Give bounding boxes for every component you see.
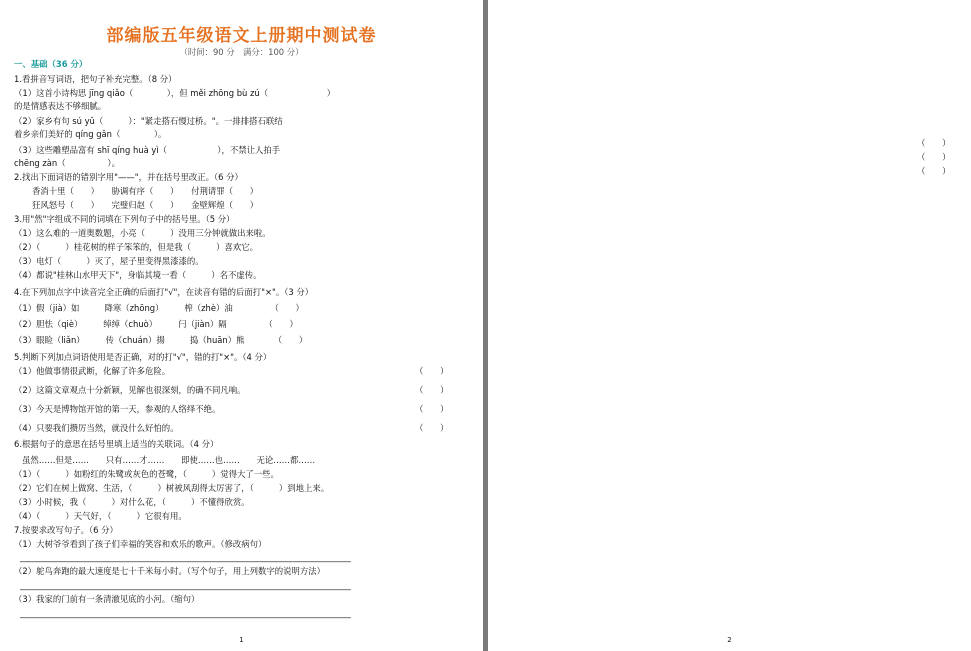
answer-bracket: （ ） (917, 138, 951, 148)
answer-bracket: （ ） (415, 423, 449, 433)
exam-line: （1）假（jià）如 降寒（zhōng） 榨（zhè）油 （ ） (14, 303, 304, 313)
exam-line: 2.找出下面词语的错别字用"——"，并在括号里改正。（6 分） (14, 172, 243, 182)
answer-bracket: （ ） (415, 366, 449, 376)
exam-line: （3）今天是博物馆开馆的第一天，参观的人络绎不绝。 (14, 404, 221, 414)
exam-subtitle: （时间：90 分 满分：100 分） (179, 47, 304, 57)
exam-line: _______________________________________________________________________________ (20, 580, 351, 590)
exam-title: 部编版五年级语文上册期中测试卷 (106, 26, 377, 46)
exam-line: （3）电灯（ ）灭了，屋子里变得黑漆漆的。 (14, 256, 204, 266)
exam-line: （1）（ ）如粉红的朱鹭或灰色的苍鹭，（ ）觉得大了一些。 (14, 469, 279, 479)
exam-line: 5.判断下列加点词语使用是否正确，对的打"√"，错的打"×"。（4 分） (14, 352, 272, 362)
exam-line: （2）这篇文章观点十分新颖，见解也很深刻，的确不同凡响。 (14, 385, 246, 395)
exam-line: （4）都说"桂林山水甲天下"，身临其境一看（ ）名不虚传。 (14, 270, 262, 280)
exam-line: chēng zàn（ ）。 (14, 158, 120, 168)
exam-line: （2）（ ）桂花树的样子笨笨的，但是我（ ）喜欢它。 (14, 242, 259, 252)
exam-line: （3）这些雕塑品富有 shī qíng huà yì（ ），不禁让人拍手 (14, 145, 281, 155)
exam-line: 的是情感表达不够细腻。 (14, 101, 107, 111)
exam-line: _______________________________________________________________________________ (20, 552, 351, 562)
answer-bracket: （ ） (415, 385, 449, 395)
answer-bracket: （ ） (917, 152, 951, 162)
exam-line: （2）胆怯（qiè） 绰绰（chuò） 闩（jiàn）隔 （ ） (14, 319, 298, 329)
exam-line: 1.看拼音写词语，把句子补充完整。（8 分） (14, 74, 177, 84)
exam-page-1 (0, 0, 483, 651)
exam-line: （1）大树爷爷看到了孩子们幸福的笑容和欢乐的歌声。（修改病句） (14, 539, 267, 549)
page-number: 2 (727, 636, 732, 644)
exam-line: 狂风怒号（ ） 完璧归赵（ ） 金壁辉煌（ ） (32, 200, 259, 210)
page-number: 1 (239, 636, 244, 644)
exam-line: 7.按要求改写句子。（6 分） (14, 525, 118, 535)
exam-line: （3）眼睑（liǎn） 传（chuán）揚 捣（huān）熊 （ ） (14, 335, 308, 345)
exam-line: （4）（ ）天气好，（ ）它很有用。 (14, 511, 187, 521)
exam-line: （2）它们在树上做窝、生活，（ ）树被风刮得太厉害了，（ ）到地上来。 (14, 483, 330, 493)
exam-line: 3.用"然"字组成不同的词填在下列句子中的括号里。（5 分） (14, 214, 235, 224)
exam-line: 4.在下列加点字中读音完全正确的后面打"√"，在读音有错的后面打"×"。（3 分） (14, 287, 314, 297)
exam-line: （1）这首小诗构思 jīng qiǎo（ ），但 měi zhōng bù zú（ ） (14, 88, 336, 98)
exam-line: （3）小时候，我（ ）对什么花，（ ）不懂得欣赏。 (14, 497, 250, 507)
exam-line: （2）家乡有句 sú yǔ（ ）："紧走搭石慢过桥。"。一排排搭石联结 (14, 116, 283, 126)
exam-page-2 (488, 0, 971, 651)
exam-line: 着乡亲们美好的 qíng gǎn（ ）。 (14, 129, 167, 139)
answer-bracket: （ ） (917, 166, 951, 176)
exam-line: _______________________________________________________________________________ (20, 608, 351, 618)
exam-line: 一、基础（36 分） (14, 59, 88, 69)
exam-line: 香消十里（ ） 胁调有序（ ） 付荆请罪（ ） (32, 186, 259, 196)
exam-line: （1）他做事情很武断，化解了许多危险。 (14, 366, 171, 376)
exam-line: （3）我家的门前有一条清澈见底的小河。（缩句） (14, 594, 200, 604)
exam-line: 虽然……但是…… 只有……才…… 即使……也…… 无论……都…… (22, 455, 316, 465)
exam-line: （1）这么难的一道奥数题，小亮（ ）没用三分钟就做出来啦。 (14, 228, 271, 238)
exam-line: （4）只要我们攒厉当然，就没什么好怕的。 (14, 423, 179, 433)
exam-line: （2）鸵鸟奔跑的最大速度是七十千米每小时。（写个句子，用上列数字的说明方法） (14, 566, 326, 576)
answer-bracket: （ ） (415, 404, 449, 414)
exam-line: 6.根据句子的意思在括号里填上适当的关联词。（4 分） (14, 439, 219, 449)
